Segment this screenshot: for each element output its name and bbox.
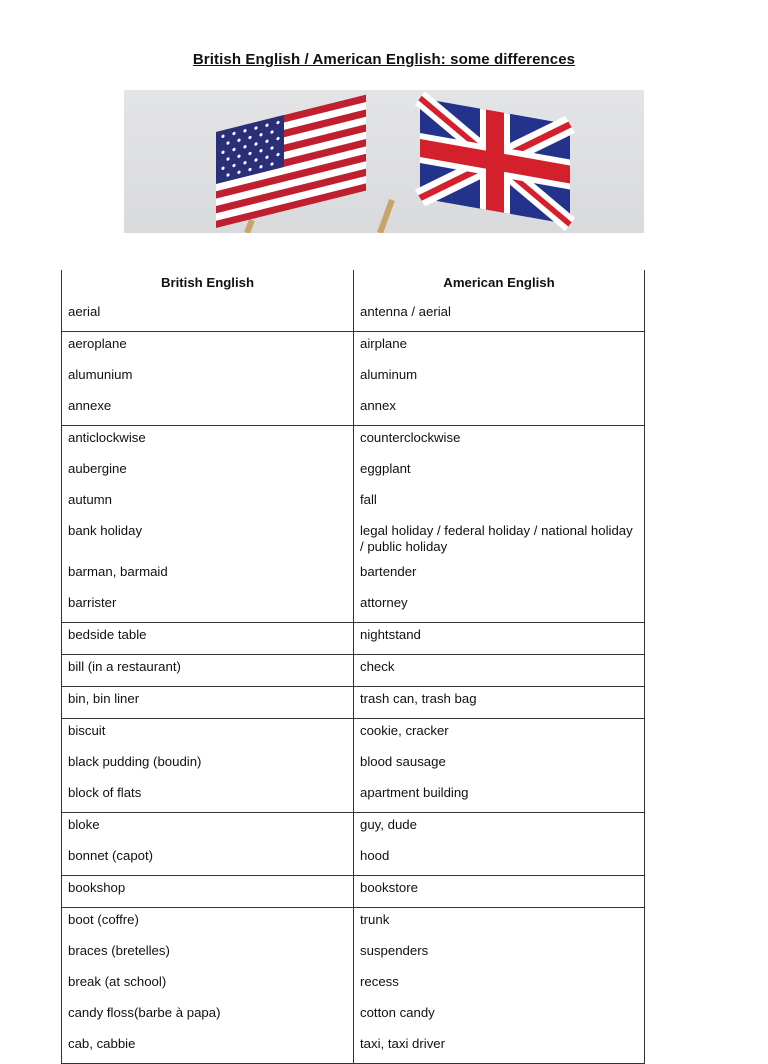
- british-term: bill (in a restaurant): [62, 655, 354, 687]
- american-term: suspenders: [354, 939, 645, 970]
- british-term: bloke: [62, 813, 354, 845]
- british-term: aeroplane: [62, 332, 354, 364]
- header-british: British English: [62, 270, 354, 300]
- uk-flag-icon: [420, 98, 570, 224]
- table-row: [62, 363, 645, 394]
- american-term: blood sausage: [354, 750, 645, 781]
- british-term: bookshop: [62, 876, 354, 908]
- american-term: apartment building: [354, 781, 645, 813]
- british-term: annexe: [62, 394, 354, 426]
- table-row: [62, 300, 645, 332]
- table-row: [62, 488, 645, 519]
- american-term: guy, dude: [354, 813, 645, 845]
- table-row: [62, 426, 645, 458]
- american-term: attorney: [354, 591, 645, 623]
- american-term: bookstore: [354, 876, 645, 908]
- british-term: break (at school): [62, 970, 354, 1001]
- american-term: trunk: [354, 908, 645, 940]
- us-flag-stick: [247, 220, 252, 233]
- british-term: bonnet (capot): [62, 844, 354, 876]
- table-row: [62, 623, 645, 655]
- british-term: barrister: [62, 591, 354, 623]
- american-term: cookie, cracker: [354, 719, 645, 751]
- table-row: [62, 844, 645, 876]
- flags-photo: [124, 90, 644, 233]
- american-term: counterclockwise: [354, 426, 645, 458]
- british-term: cab, cabbie: [62, 1032, 354, 1064]
- british-term: bank holiday: [62, 519, 354, 560]
- table-row: [62, 908, 645, 940]
- british-term: bin, bin liner: [62, 687, 354, 719]
- us-flag-icon: [216, 95, 366, 228]
- american-term: airplane: [354, 332, 645, 364]
- american-term: annex: [354, 394, 645, 426]
- american-term: aluminum: [354, 363, 645, 394]
- table-row: [62, 560, 645, 591]
- table-row: [62, 719, 645, 751]
- american-term: recess: [354, 970, 645, 1001]
- british-term: aubergine: [62, 457, 354, 488]
- table-row: [62, 1001, 645, 1032]
- british-term: biscuit: [62, 719, 354, 751]
- american-term: nightstand: [354, 623, 645, 655]
- american-term: trash can, trash bag: [354, 687, 645, 719]
- british-term: braces (bretelles): [62, 939, 354, 970]
- table-row: [62, 939, 645, 970]
- table-header-row: [62, 270, 645, 300]
- table-row: [62, 813, 645, 845]
- british-term: bedside table: [62, 623, 354, 655]
- british-term: boot (coffre): [62, 908, 354, 940]
- american-term: legal holiday / federal holiday / national holiday / public holiday: [354, 519, 645, 560]
- table-row: [62, 750, 645, 781]
- american-term: antenna / aerial: [354, 300, 645, 332]
- table-row: [62, 591, 645, 623]
- british-term: anticlockwise: [62, 426, 354, 458]
- uk-flag-stick: [380, 200, 392, 233]
- table-row: [62, 876, 645, 908]
- table-row: [62, 332, 645, 364]
- british-term: black pudding (boudin): [62, 750, 354, 781]
- american-term: hood: [354, 844, 645, 876]
- table-row: [62, 687, 645, 719]
- british-term: candy floss(barbe à papa): [62, 1001, 354, 1032]
- american-term: taxi, taxi driver: [354, 1032, 645, 1064]
- american-term: cotton candy: [354, 1001, 645, 1032]
- vocabulary-table: [61, 270, 645, 1064]
- table-row: [62, 781, 645, 813]
- table-row: [62, 457, 645, 488]
- table-row: [62, 519, 645, 560]
- british-term: autumn: [62, 488, 354, 519]
- american-term: check: [354, 655, 645, 687]
- british-term: alumunium: [62, 363, 354, 394]
- table-row: [62, 970, 645, 1001]
- flags-illustration: [124, 90, 644, 233]
- british-term: block of flats: [62, 781, 354, 813]
- american-term: eggplant: [354, 457, 645, 488]
- british-term: barman, barmaid: [62, 560, 354, 591]
- table-row: [62, 1032, 645, 1064]
- table-row: [62, 394, 645, 426]
- american-term: fall: [354, 488, 645, 519]
- american-term: bartender: [354, 560, 645, 591]
- table-row: [62, 655, 645, 687]
- british-term: aerial: [62, 300, 354, 332]
- document-title: British English / American English: some differences: [192, 51, 576, 68]
- header-american: American English: [354, 270, 645, 300]
